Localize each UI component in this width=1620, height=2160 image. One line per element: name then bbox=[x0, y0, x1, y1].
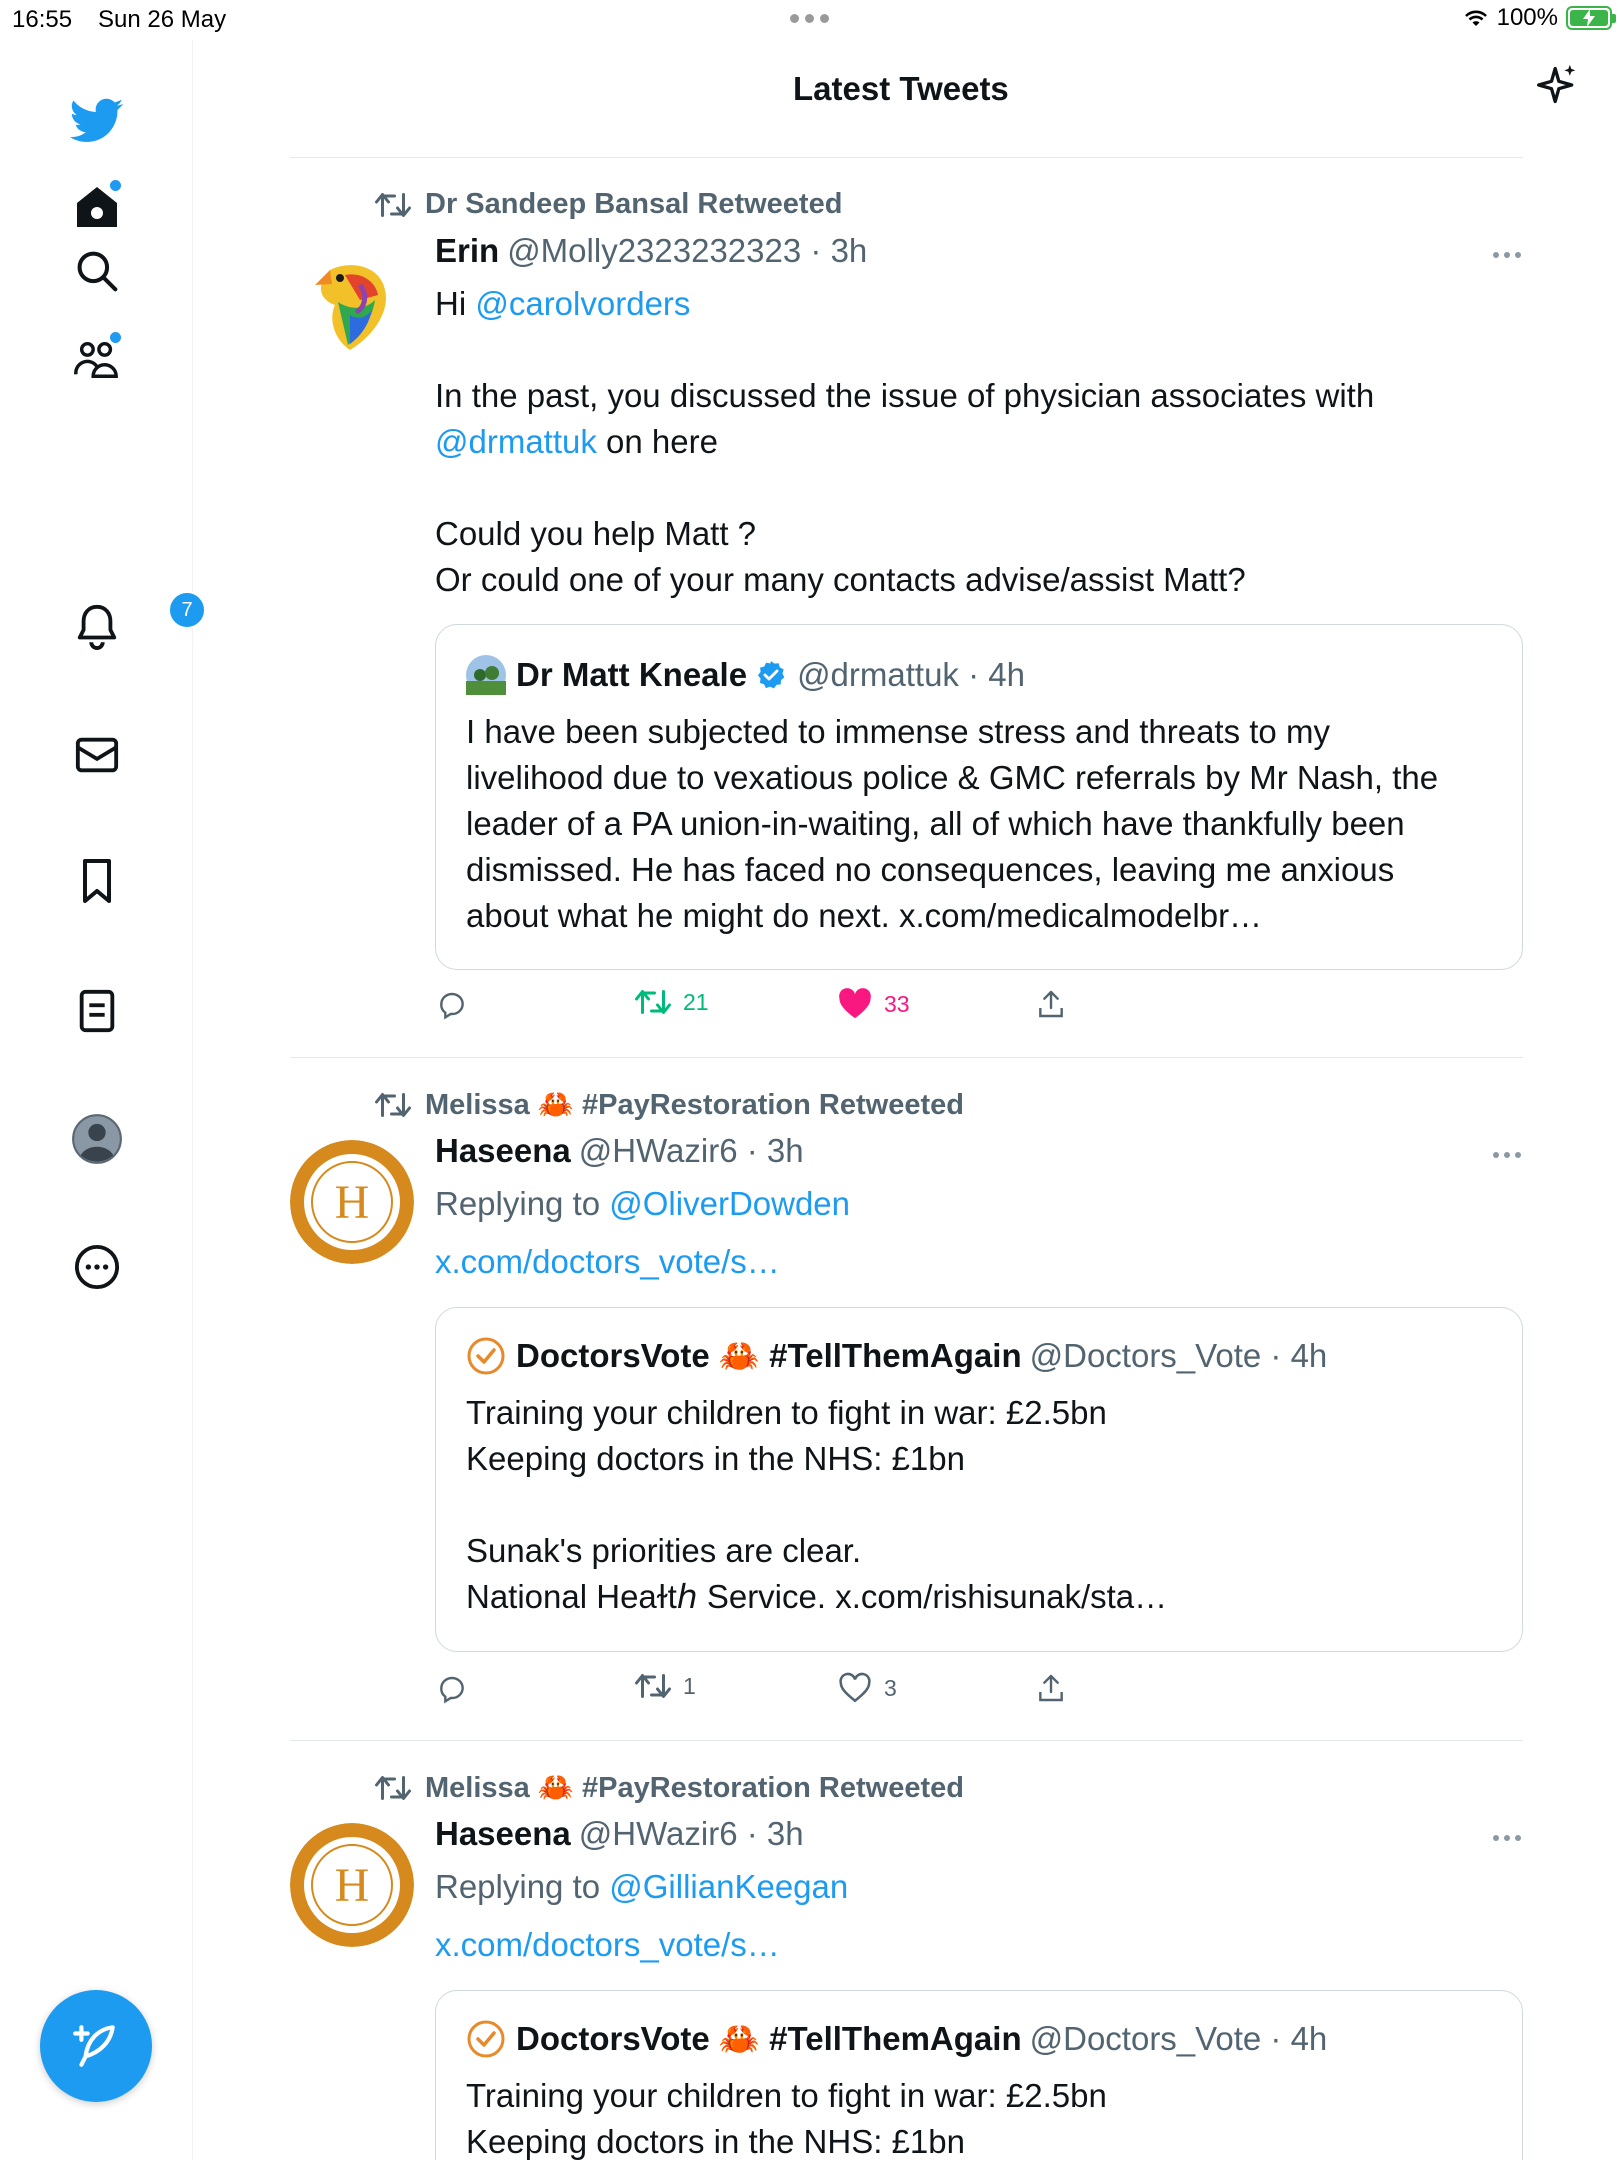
lists-icon[interactable] bbox=[66, 980, 128, 1042]
reply-button[interactable] bbox=[435, 988, 469, 1020]
like-button[interactable] bbox=[838, 988, 910, 1020]
tweet-text: Hi @carolvorders In the past, you discussed the issue of physician associates with @drmattuk on here Could you help Matt ? Or could one of your many contacts advise/assist Matt? bbox=[435, 285, 1375, 598]
tweet-more-icon[interactable] bbox=[1493, 1152, 1523, 1158]
retweet-icon bbox=[635, 988, 671, 1016]
retweet-icon bbox=[375, 191, 411, 219]
avatar bbox=[466, 2019, 506, 2059]
compose-button[interactable] bbox=[40, 1990, 152, 2102]
mention-link[interactable]: @carolvorders bbox=[475, 285, 691, 322]
retweet-button[interactable] bbox=[635, 1672, 696, 1700]
retweeted-by[interactable]: Melissa 🦀 #PayRestoration Retweeted bbox=[425, 1772, 964, 1804]
more-icon[interactable] bbox=[66, 1236, 128, 1298]
quoted-tweet-time: 4h bbox=[988, 656, 1025, 693]
tweet-text: Replying to @GillianKeegan x.com/doctors_vote/s… bbox=[435, 1868, 849, 1963]
quoted-author-name: DoctorsVote 🦀 #TellThemAgain bbox=[516, 2019, 1022, 2057]
tweet-header: Erin @Molly2323232323 · 3h bbox=[435, 232, 868, 269]
bookmarks-icon[interactable] bbox=[66, 850, 128, 912]
tweet-time[interactable]: 3h bbox=[766, 1132, 804, 1169]
sparkle-icon[interactable] bbox=[1535, 62, 1579, 108]
search-icon[interactable] bbox=[66, 240, 128, 302]
retweet-icon bbox=[635, 1672, 671, 1700]
tweet-actions bbox=[435, 988, 1335, 1028]
quoted-tweet-time: 4h bbox=[1290, 2020, 1328, 2057]
quoted-tweet[interactable]: Dr Matt Kneale @drmattuk · 4h I have been subjected to immense stress and threats to my livelihood due to vexatious police & GMC referrals by Mr Nash, the leader of a PA union-in-waiting, all of which have thankfully been dismissed. He has faced no consequences, leaving me anxious about what he might do next. x.com/medicalmodelbr… bbox=[435, 624, 1523, 970]
mention-link[interactable]: @drmattuk bbox=[435, 423, 597, 460]
quoted-author-name: Dr Matt Kneale bbox=[516, 656, 748, 693]
quoted-tweet-time: 4h bbox=[1290, 1337, 1328, 1374]
tweet-link[interactable]: x.com/doctors_vote/s… bbox=[435, 1243, 780, 1280]
author-handle[interactable]: @HWazir6 bbox=[578, 1132, 738, 1169]
tweet-text: Replying to @OliverDowden x.com/doctors_vote/s… bbox=[435, 1185, 851, 1280]
tweet-actions bbox=[435, 1672, 1335, 1712]
quoted-author-handle: @Doctors_Vote bbox=[1029, 1337, 1262, 1374]
battery-percent: 100% bbox=[1496, 4, 1558, 31]
quoted-author-handle: @Doctors_Vote bbox=[1029, 2020, 1262, 2057]
battery-icon bbox=[1566, 6, 1612, 30]
replying-to-link[interactable]: @GillianKeegan bbox=[609, 1868, 849, 1905]
author-name[interactable]: Erin bbox=[435, 232, 500, 269]
quoted-tweet-text: Training your children to fight in war: £2.5bn Keeping doctors in the NHS: £1bn bbox=[466, 2077, 1107, 2160]
reply-icon bbox=[435, 1672, 469, 1704]
retweet-context bbox=[375, 1088, 964, 1122]
share-button[interactable] bbox=[1035, 1672, 1067, 1704]
retweet-context bbox=[375, 1771, 964, 1805]
author-handle[interactable]: @Molly2323232323 bbox=[507, 232, 802, 269]
retweet-icon bbox=[375, 1091, 411, 1119]
retweet-context bbox=[375, 188, 842, 221]
quoted-tweet-text: I have been subjected to immense stress and threats to my livelihood due to vexatious police & GMC referrals by Mr Nash, the leader of a PA union-in-waiting, all of which have thankfully been dismissed. He has faced no consequences, leaving me anxious about what he might do next. x.com/medicalmodelbr… bbox=[466, 713, 1439, 934]
status-time: 16:55 bbox=[12, 6, 73, 33]
tweet[interactable] bbox=[290, 1771, 1523, 2160]
multitasking-dots-icon[interactable] bbox=[790, 8, 836, 28]
tweet-divider bbox=[290, 1057, 1523, 1058]
svg-text:H: H bbox=[334, 1176, 370, 1229]
avatar bbox=[466, 655, 506, 695]
avatar[interactable] bbox=[290, 240, 414, 364]
sidebar bbox=[0, 40, 193, 2160]
tweet-header: Haseena @HWazir6 · 3h bbox=[435, 1815, 804, 1852]
header-divider bbox=[290, 157, 1523, 158]
quoted-author-name: DoctorsVote 🦀 #TellThemAgain bbox=[516, 1336, 1022, 1374]
retweeted-by[interactable]: Dr Sandeep Bansal Retweeted bbox=[425, 188, 843, 220]
replying-to-link[interactable]: @OliverDowden bbox=[609, 1185, 851, 1222]
verified-icon bbox=[755, 659, 787, 691]
tweet[interactable] bbox=[290, 1088, 1523, 1728]
retweet-count: 21 bbox=[683, 988, 709, 1015]
share-button[interactable] bbox=[1035, 988, 1067, 1020]
notification-count-badge: 7 bbox=[168, 591, 206, 629]
share-icon bbox=[1035, 988, 1067, 1020]
compose-icon bbox=[71, 2021, 121, 2071]
retweet-button[interactable] bbox=[635, 988, 709, 1016]
tweet-more-icon[interactable] bbox=[1493, 252, 1523, 258]
communities-icon[interactable] bbox=[66, 328, 128, 390]
quoted-tweet[interactable]: DoctorsVote 🦀 #TellThemAgain @Doctors_Vote · 4h Training your children to fight in war: £2.5bn Keeping doctors in the NHS: £1bn bbox=[435, 1990, 1523, 2160]
author-name[interactable]: Haseena bbox=[435, 1815, 571, 1852]
quoted-tweet-text: Training your children to fight in war: £2.5bn Keeping doctors in the NHS: £1bn Sunak's priorities are clear. National Heaɫtℎ Service. x.com/rishisunak/sta… bbox=[466, 1394, 1168, 1615]
like-button[interactable] bbox=[838, 1672, 897, 1704]
messages-icon[interactable] bbox=[66, 724, 128, 786]
retweet-icon bbox=[375, 1774, 411, 1802]
quoted-tweet[interactable]: DoctorsVote 🦀 #TellThemAgain @Doctors_Vote · 4h Training your children to fight in war: £2.5bn Keeping doctors in the NHS: £1bn Sunak's priorities are clear. National Heaɫtℎ Service. x.com/rishisunak/sta… bbox=[435, 1307, 1523, 1652]
reply-icon bbox=[435, 988, 469, 1020]
status-bar bbox=[0, 0, 1620, 40]
avatar bbox=[466, 1336, 506, 1376]
svg-text:H: H bbox=[334, 1859, 370, 1912]
profile-icon[interactable] bbox=[66, 1108, 128, 1170]
tweet[interactable] bbox=[290, 188, 1523, 1048]
wifi-icon bbox=[1463, 8, 1489, 28]
tweet-divider bbox=[290, 1740, 1523, 1741]
tweet-more-icon[interactable] bbox=[1493, 1835, 1523, 1841]
quoted-author-handle: @drmattuk bbox=[797, 656, 959, 693]
twitter-logo-icon[interactable] bbox=[66, 90, 128, 152]
notifications-icon[interactable] bbox=[66, 595, 193, 657]
status-date: Sun 26 May bbox=[98, 6, 227, 33]
tweet-time[interactable]: 3h bbox=[766, 1815, 804, 1852]
home-icon[interactable] bbox=[66, 176, 128, 238]
tweet-header: Haseena @HWazir6 · 3h bbox=[435, 1132, 804, 1169]
like-count: 33 bbox=[884, 990, 910, 1017]
author-handle[interactable]: @HWazir6 bbox=[578, 1815, 738, 1852]
like-icon bbox=[838, 1672, 872, 1704]
retweeted-by[interactable]: Melissa 🦀 #PayRestoration Retweeted bbox=[425, 1089, 964, 1121]
like-count: 3 bbox=[884, 1674, 897, 1701]
like-icon bbox=[838, 988, 872, 1020]
share-icon bbox=[1035, 1672, 1067, 1704]
author-name[interactable]: Haseena bbox=[435, 1132, 571, 1169]
tweet-time[interactable]: 3h bbox=[830, 232, 868, 269]
page-title: Latest Tweets bbox=[793, 70, 1009, 107]
avatar[interactable] bbox=[290, 1140, 414, 1264]
retweet-count: 1 bbox=[683, 1672, 696, 1699]
reply-button[interactable] bbox=[435, 1672, 469, 1704]
avatar[interactable] bbox=[290, 1823, 414, 1947]
tweet-link[interactable]: x.com/doctors_vote/s… bbox=[435, 1926, 780, 1963]
